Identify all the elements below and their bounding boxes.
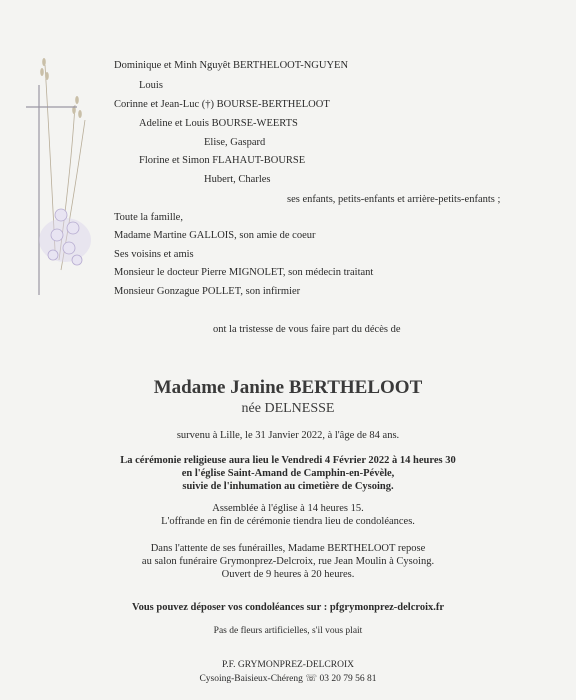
others-line-3: Ses voisins et amis <box>114 249 194 260</box>
flowers <box>39 209 91 265</box>
family-line-3: Corinne et Jean-Luc (†) BOURSE-BERTHELOOT <box>114 99 330 110</box>
family-line-6: Florine et Simon FLAHAUT-BOURSE <box>139 155 306 166</box>
announcement: ont la tristesse de vous faire part du décès de <box>213 324 401 335</box>
funeral-line-1: Dans l'attente de ses funérailles, Madame BERTHELOOT repose <box>150 543 426 554</box>
deceased-last-name: BERTHELOOT <box>288 377 423 398</box>
others-line-5: Monsieur Gonzague POLLET, son infirmier <box>114 286 301 297</box>
assembly-line-1: Assemblée à l'église à 14 heures 15. <box>212 503 364 514</box>
cross <box>26 85 77 295</box>
flowers-notice: Pas de fleurs artificielles, s'il vous plait <box>213 626 363 636</box>
funeral-home-contact: Cysoing-Baisieux-Chéreng ☏ 03 20 79 56 81 <box>199 674 377 684</box>
assembly-line-2: L'offrande en fin de cérémonie tiendra lieu de condoléances. <box>161 516 415 527</box>
death-info: survenu à Lille, le 31 Janvier 2022, à l'âge de 84 ans. <box>176 430 400 441</box>
others-line-4: Monsieur le docteur Pierre MIGNOLET, son médecin traitant <box>114 267 374 278</box>
maiden-name <box>0 401 576 417</box>
funeral-line-2: au salon funéraire Grymonprez-Delcroix, rue Jean Moulin à Cysoing. <box>141 556 435 567</box>
family-line-4: Adeline et Louis BOURSE-WEERTS <box>139 118 298 129</box>
family-line-7: Hubert, Charles <box>204 174 271 185</box>
ceremony-line-3: suivie de l'inhumation au cimetière de Cysoing. <box>182 481 394 492</box>
others-line-1: Toute la famille, <box>114 212 183 223</box>
ceremony-line-1: La cérémonie religieuse aura lieu le Vendredi 4 Février 2022 à 14 heures 30 <box>120 455 456 466</box>
funeral-home-name: P.F. GRYMONPREZ-DELCROIX <box>222 660 354 670</box>
deceased-name <box>0 377 576 399</box>
others-line-2: Madame Martine GALLOIS, son amie de coeur <box>114 230 316 241</box>
condolences-notice: Vous pouvez déposer vos condoléances sur : pfgrymonprez-delcroix.fr <box>131 602 445 613</box>
deceased-first-name: Madame Janine <box>153 377 289 398</box>
cross-flowers-illustration <box>25 50 95 300</box>
family-line-1: Dominique et Minh Nguyêt BERTHELOOT-NGUYEN <box>114 60 349 71</box>
family-line-8: ses enfants, petits-enfants et arrière-petits-enfants ; <box>287 194 501 205</box>
maiden-surname: DELNESSE <box>264 401 335 416</box>
nee-label: née <box>241 401 265 416</box>
ceremony-line-2: en l'église Saint-Amand de Camphin-en-Pévèle, <box>181 468 395 479</box>
funeral-line-3: Ouvert de 9 heures à 20 heures. <box>221 569 355 580</box>
family-line-2: Louis <box>139 80 163 91</box>
family-line-5: Elise, Gaspard <box>204 137 266 148</box>
